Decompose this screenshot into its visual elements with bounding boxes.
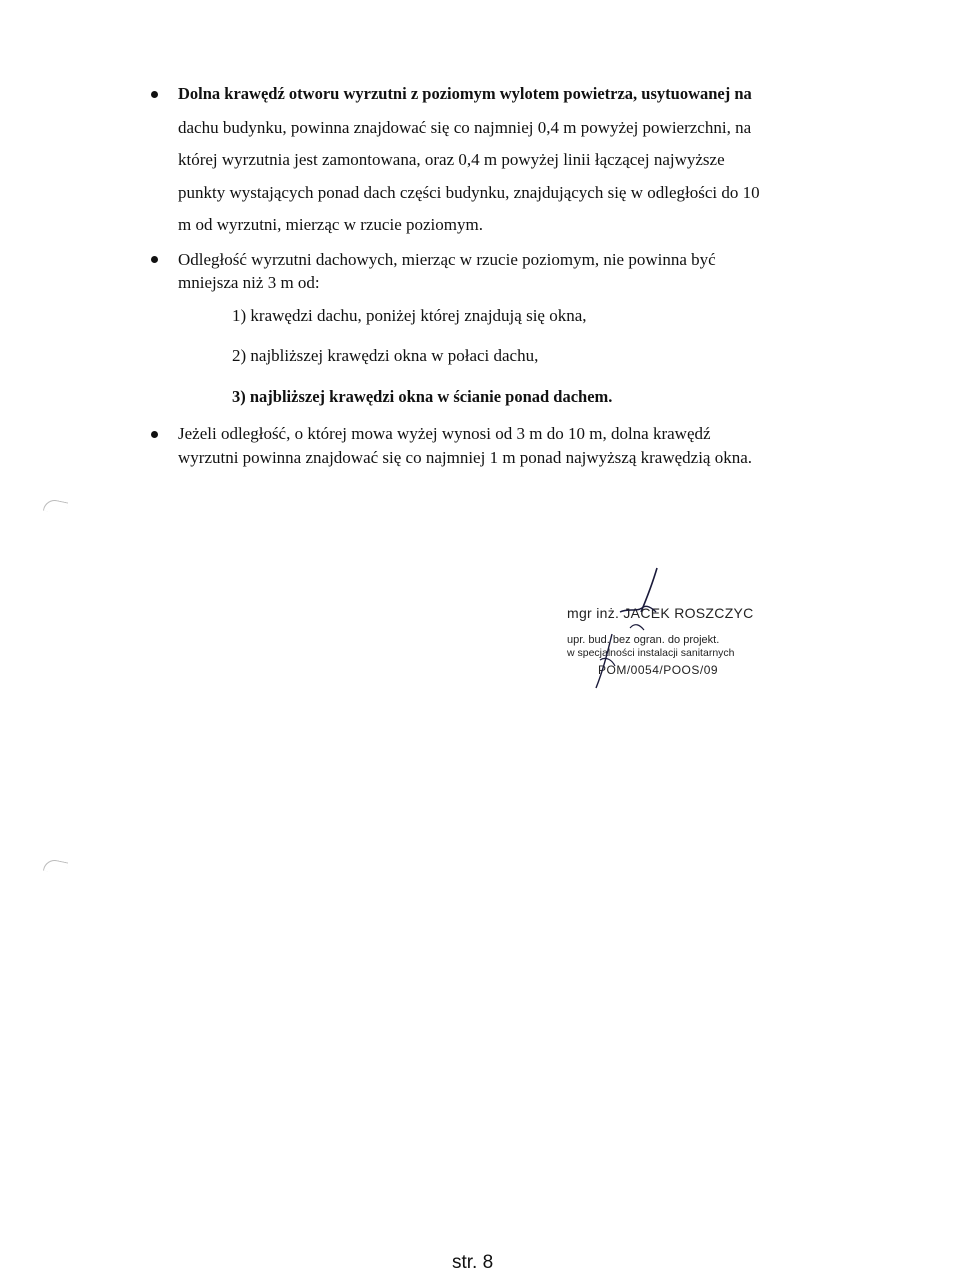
bullet-dot <box>151 256 158 263</box>
bullet-1-line-2: dachu budynku, powinna znajdować się co najmniej 0,4 m powyżej powierzchni, na <box>178 118 752 137</box>
stamp-name: mgr inż. JACEK ROSZCZYC <box>567 605 754 621</box>
bullet-3-line-2: wyrzutni powinna znajdować się co najmniej 1 m ponad najwyższą krawędzią okna. <box>178 448 753 467</box>
stamp-line-4: POM/0054/POOS/09 <box>598 663 719 677</box>
bullet-dot <box>151 431 158 438</box>
stamp-line-3: w specjalności instalacji sanitarnych <box>567 647 735 659</box>
page-number: str. 8 <box>452 1252 494 1273</box>
stamp-line-2: upr. bud. bez ogran. do projekt. <box>567 634 720 646</box>
bullet-1-line-1: Dolna krawędź otworu wyrzutni z poziomym wylotem powietrza, usytuowanej na <box>178 84 752 103</box>
bullet-1-line-3: której wyrzutnia jest zamontowana, oraz 0,4 m powyżej linii łączącej najwyższe <box>178 150 725 169</box>
bullet-1-line-4: punkty wystających ponad dach części budynku, znajdujących się w odległości do 10 <box>178 183 760 202</box>
bullet-2-line-2: mniejsza niż 3 m od: <box>178 273 320 292</box>
margin-mark <box>43 498 68 515</box>
sub-item-1: 1) krawędzi dachu, poniżej której znajdują się okna, <box>232 306 587 325</box>
bullet-2-line-1: Odległość wyrzutni dachowych, mierząc w rzucie poziomym, nie powinna być <box>178 250 716 269</box>
bullet-1-line-5: m od wyrzutni, mierząc w rzucie poziomym. <box>178 215 483 234</box>
bullet-3-line-1: Jeżeli odległość, o której mowa wyżej wynosi od 3 m do 10 m, dolna krawędź <box>178 424 711 443</box>
margin-mark <box>43 858 68 875</box>
sub-item-3: 3) najbliższej krawędzi okna w ścianie ponad dachem. <box>232 387 613 406</box>
bullet-dot <box>151 91 158 98</box>
sub-item-2: 2) najbliższej krawędzi okna w połaci dachu, <box>232 346 539 365</box>
